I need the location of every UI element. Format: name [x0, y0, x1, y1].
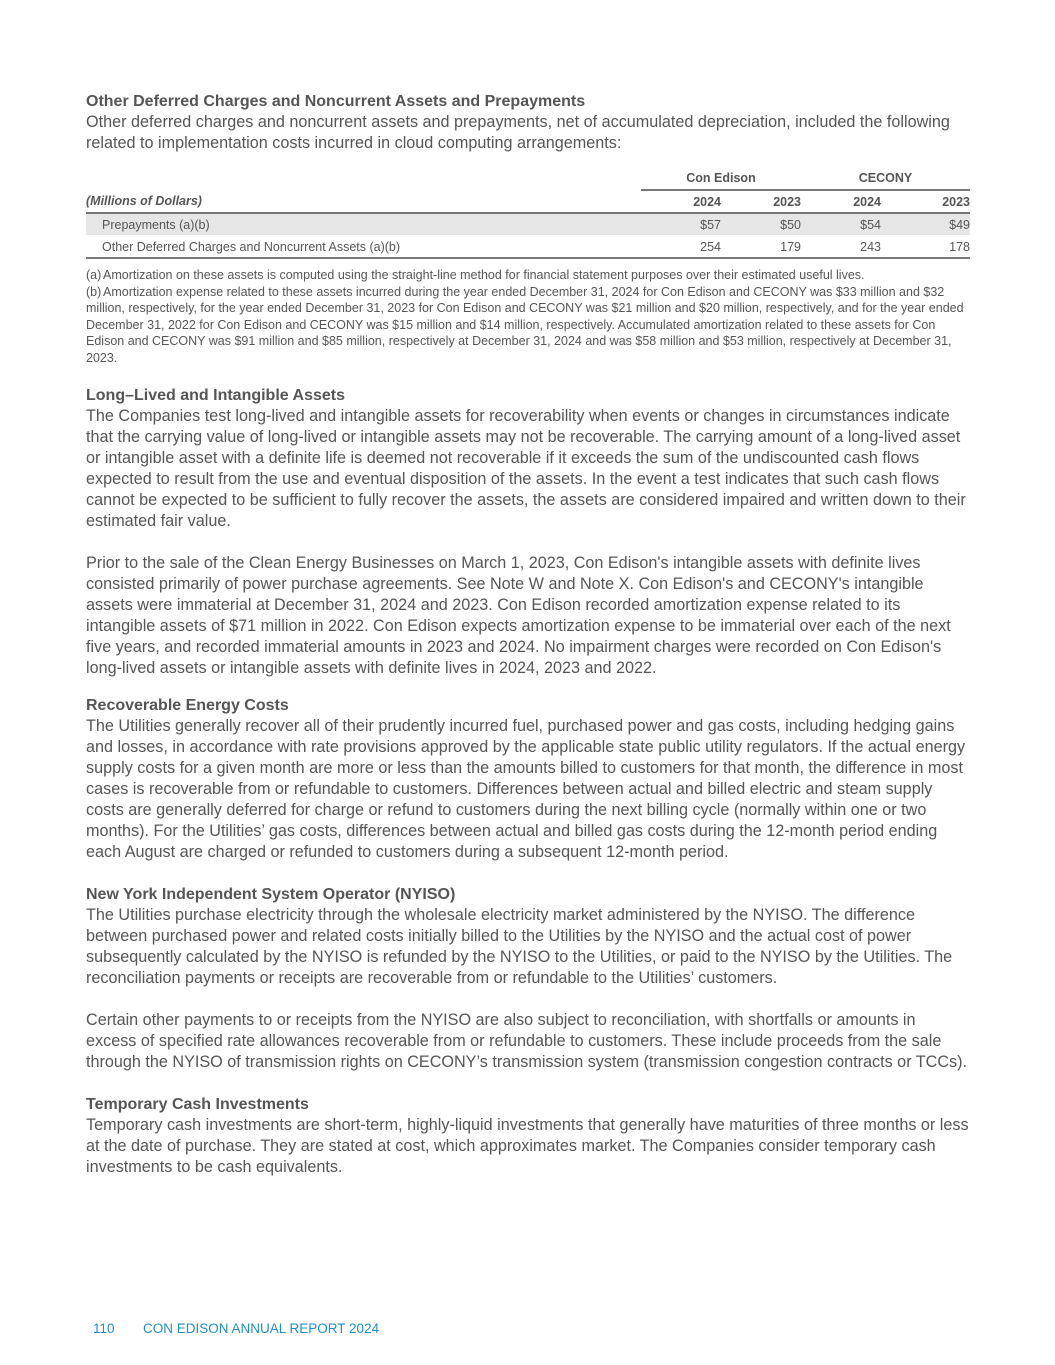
year-header: 2023 — [881, 190, 970, 213]
section-intro: Other deferred charges and noncurrent assets and prepayments, net of accumulated depreciation, included the following related to implementation costs incurred in cloud computing arrangements: — [86, 113, 950, 152]
table-footnotes — [86, 267, 970, 366]
paragraph: Certain other payments to or receipts from the NYISO are also subject to reconciliation, with shortfalls or amounts in excess of specified rate allowances recoverable from or refundable to customers. These include proceeds from the sale through the NYISO of transmission rights on CECONY’s transmission system (transmission congestion contracts or TCCs). — [86, 1011, 968, 1071]
section-heading: Temporary Cash Investments — [86, 1096, 309, 1113]
table-group-header-row — [86, 167, 970, 190]
unit-label: (Millions of Dollars) — [86, 190, 641, 213]
footnote-marker: (a) — [86, 268, 102, 282]
cell-value: 178 — [881, 236, 970, 259]
paragraph: The Utilities purchase electricity through the wholesale electricity market administered by the NYISO. The difference between purchased power and related costs initially billed to the Utilities by the NYISO and the actual cost of power subsequently calculated by the NYISO is refunded by the NYISO to the Utilities, or paid to the NYISO by the Utilities. The reconciliation payments or receipts are recoverable from or refundable to the Utilities’ customers. — [86, 906, 953, 987]
paragraph: Prior to the sale of the Clean Energy Businesses on March 1, 2023, Con Edison's intangible assets with definite lives consisted primarily of power purchase agreements. See Note W and Note X. Con Edison's and CECONY's intangible assets were immaterial at December 31, 2024 and 2023. Con Edison recorded amortization expense related to its intangible assets of $71 million in 2022. Con Edison expects amortization expense to be immaterial over each of the next five years, and recorded immaterial amounts in 2023 and 2024. No impairment charges were recorded on Con Edison's long-lived assets or intangible assets with definite lives in 2024, 2023 and 2022. — [86, 554, 951, 677]
cell-value: 254 — [641, 236, 721, 259]
row-label: Prepayments (a)(b) — [86, 213, 641, 236]
year-header: 2024 — [801, 190, 881, 213]
table-year-header-row — [86, 190, 970, 213]
report-title: CON EDISON ANNUAL REPORT 2024 — [143, 1321, 380, 1336]
cell-value: $49 — [881, 213, 970, 236]
page-footer — [93, 1321, 379, 1336]
section-heading: Long–Lived and Intangible Assets — [86, 387, 345, 404]
section-nyiso — [86, 885, 970, 1073]
section-other-deferred-charges — [86, 92, 970, 366]
year-header: 2024 — [641, 190, 721, 213]
row-label: Other Deferred Charges and Noncurrent Assets (a)(b) — [86, 236, 641, 259]
section-heading: Recoverable Energy Costs — [86, 697, 289, 714]
page-number: 110 — [93, 1321, 115, 1336]
cell-value: $54 — [801, 213, 881, 236]
section-recoverable-energy-costs — [86, 696, 970, 863]
footnote-text: Amortization on these assets is computed using the straight-line method for financial statement purposes over their estimated useful lives. — [103, 268, 865, 282]
paragraph: The Utilities generally recover all of their prudently incurred fuel, purchased power and gas costs, including hedging gains and losses, in accordance with rate provisions approved by the applicable state public utility regulators. If the actual energy supply costs for a given month are more or less than the amounts billed to customers for that month, the difference in most cases is recoverable from or refundable to customers. Differences between actual and billed electric and steam supply costs are generally deferred for charge or refund to customers during the next billing cycle (normally within one or two months). For the Utilities’ gas costs, differences between actual and billed gas costs during the 12-month period ending each August are charged or refunded to customers during a subsequent 12-month period. — [86, 717, 966, 861]
group-header-cecony: CECONY — [801, 167, 970, 190]
footnote-marker: (b) — [86, 284, 102, 299]
paragraph: Temporary cash investments are short-term, highly-liquid investments that generally have maturities of three months or less at the date of purchase. They are stated at cost, which approximates market. The Companies consider temporary cash investments to be cash equivalents. — [86, 1116, 969, 1176]
footnote-text: Amortization expense related to these assets incurred during the year ended December 31, 2024 for Con Edison and CECONY was $33 million and $32 million, respectively, for the year ended December 31, 2023 for Con Edison and CECONY was $21 million and $20 million, respectively, and for the year ended December 31, 2022 for Con Edison and CECONY was $15 million and $14 million, respectively. Accumulated amortization related to these assets for Con Edison and CECONY was $91 million and $85 million, respectively at December 31, 2024 and was $58 million and $53 million, respectively at December 31, 2023. — [86, 284, 964, 365]
year-header: 2023 — [721, 190, 801, 213]
table-row — [86, 236, 970, 259]
section-long-lived-assets — [86, 386, 970, 679]
document-page — [86, 92, 970, 1195]
footnote-b — [86, 284, 970, 367]
group-header-con-edison: Con Edison — [641, 167, 801, 190]
table-row — [86, 213, 970, 236]
cell-value: 243 — [801, 236, 881, 259]
financial-table — [86, 167, 970, 259]
footnote-a — [86, 267, 970, 284]
section-heading: Other Deferred Charges and Noncurrent Assets and Prepayments — [86, 93, 586, 110]
paragraph: The Companies test long-lived and intangible assets for recoverability when events or changes in circumstances indicate that the carrying value of long-lived or intangible assets may not be recoverable. The carrying amount of a long-lived asset or intangible asset with a definite life is deemed not recoverable if it exceeds the sum of the undiscounted cash flows expected to result from the use and eventual disposition of the assets. In the event a test indicates that such cash flows cannot be expected to be sufficient to fully recover the assets, the assets are considered impaired and written down to their estimated fair value. — [86, 407, 966, 530]
cell-value: $50 — [721, 213, 801, 236]
section-temporary-cash-investments — [86, 1095, 970, 1178]
cell-value: 179 — [721, 236, 801, 259]
cell-value: $57 — [641, 213, 721, 236]
section-heading: New York Independent System Operator (NYISO) — [86, 886, 456, 903]
